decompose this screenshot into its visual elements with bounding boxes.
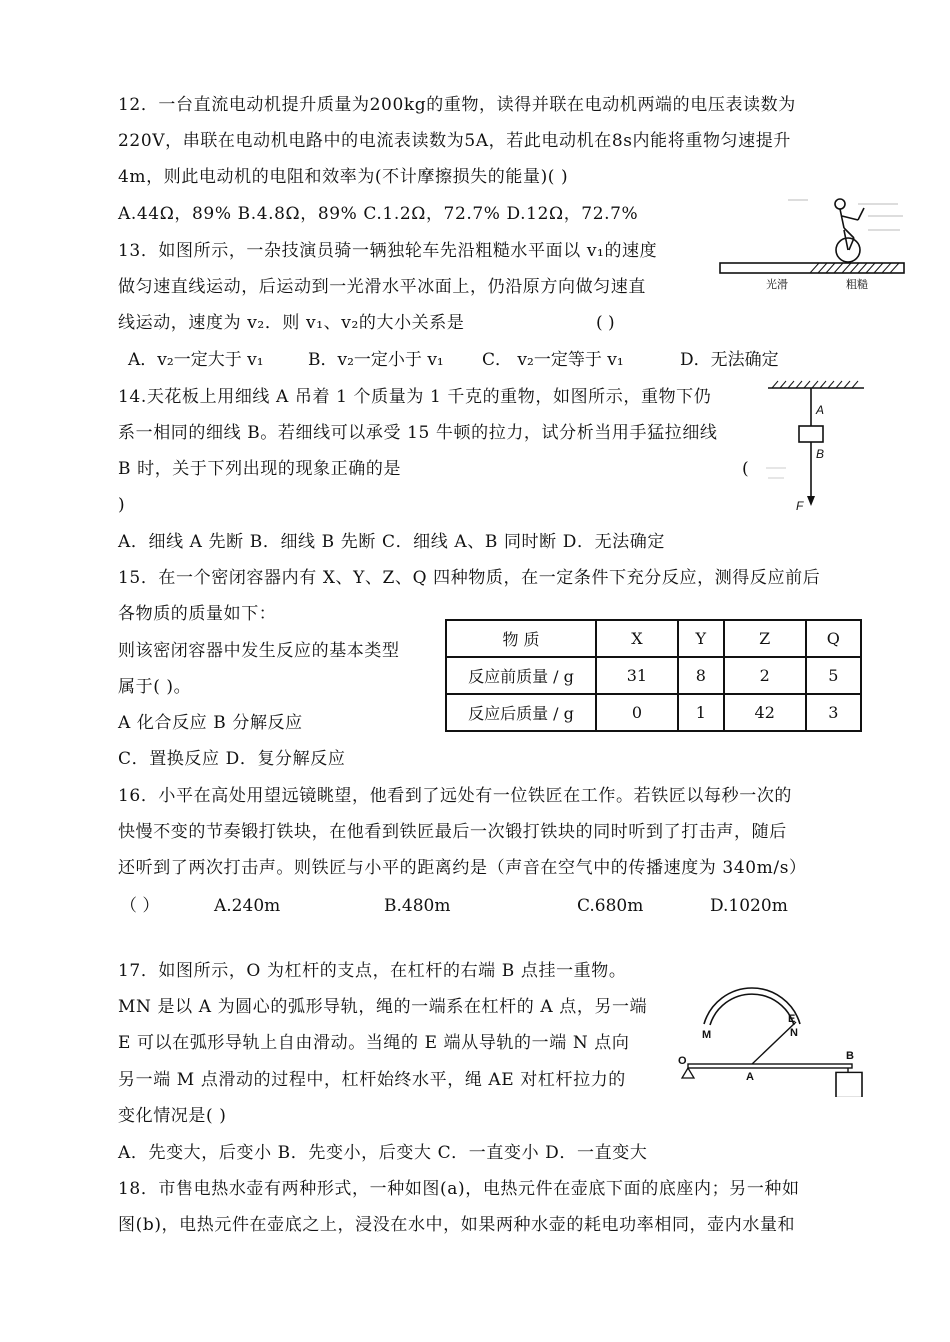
q17-line-5: 变化情况是( )	[118, 1106, 227, 1126]
q14-line-1: 14.天花板上用细线 A 吊着 1 个质量为 1 千克的重物，如图所示，重物下仍	[118, 387, 712, 407]
q13-answer-paren: ( )	[596, 313, 615, 333]
line-b-label: B	[816, 447, 825, 461]
q17-line-1: 17．如图所示，O 为杠杆的支点，在杠杆的右端 B 点挂一重物。	[118, 961, 627, 981]
q13-option-d: D．无法确定	[680, 350, 779, 370]
q12-line-2: 220V，串联在电动机电路中的电流表读数为5A，若此电动机在8s内能将重物匀速提升	[118, 131, 791, 151]
table-cell: 2	[724, 657, 806, 694]
table-cell: 5	[806, 657, 861, 694]
q15-line-4: 属于( )。	[118, 677, 192, 697]
q14-line-2: 系一相同的细线 B。若细线可以承受 15 牛顿的拉力，试分析当用手猛拉细线	[118, 423, 718, 443]
point-e-label: E	[788, 1013, 796, 1025]
q13-option-a: A．v₂一定大于 v₁	[128, 350, 264, 370]
q16-option-b: B.480m	[384, 896, 451, 916]
table-cell: 1	[678, 694, 724, 731]
point-m-label: M	[702, 1029, 712, 1041]
table-header-cell: X	[596, 620, 678, 657]
table-header-row	[446, 620, 861, 657]
q16-option-c: C.680m	[577, 896, 644, 916]
table-cell: 8	[678, 657, 724, 694]
q14-line-3: B 时，关于下列出现的现象正确的是	[118, 459, 402, 479]
q17-line-4: 另一端 M 点滑动的过程中，杠杆始终水平，绳 AE 对杠杆拉力的	[118, 1070, 626, 1090]
q16-answer-paren: （ ）	[120, 896, 160, 916]
q18-line-2: 图(b)，电热元件在壶底之上，浸没在水中，如果两种水壶的耗电功率相同，壶内水量和	[118, 1215, 796, 1235]
mass-table	[445, 619, 862, 732]
q13-option-c: C． v₂一定等于 v₁	[482, 350, 624, 370]
table-row	[446, 694, 861, 731]
q14-answer-paren-close: )	[118, 495, 125, 515]
q12-line-3: 4m，则此电动机的电阻和效率为(不计摩擦损失的能量)( )	[118, 167, 569, 187]
q16-option-a: A.240m	[214, 896, 281, 916]
q15-line-2: 各物质的质量如下：	[118, 604, 277, 624]
rough-surface-label: 粗糙	[846, 279, 868, 291]
q15-line-1: 15．在一个密闭容器内有 X、Y、Z、Q 四种物质，在一定条件下充分反应，测得反应前后	[118, 568, 821, 588]
force-f-label: F	[796, 499, 804, 513]
unicycle-figure	[718, 190, 908, 300]
q16-line-1: 16．小平在高处用望远镜眺望，他看到了远处有一位铁匠在工作。若铁匠以每秒一次的	[118, 786, 793, 806]
q17-line-3: E 可以在弧形导轨上自由滑动。当绳的 E 端从导轨的一端 N 点向	[118, 1033, 630, 1053]
q13-line-2: 做匀速直线运动，后运动到一光滑水平冰面上，仍沿原方向做匀速直	[118, 277, 646, 297]
point-a-label: A	[746, 1071, 754, 1083]
line-a-label: A	[816, 403, 825, 417]
lever-figure	[676, 952, 872, 1097]
q16-option-d: D.1020m	[710, 896, 788, 916]
table-cell: 反应后质量 / g	[446, 694, 596, 731]
q13-line-1: 13．如图所示，一杂技演员骑一辆独轮车先沿粗糙水平面以 v₁的速度	[118, 241, 658, 261]
q13-line-3: 线运动，速度为 v₂．则 v₁、v₂的大小关系是	[118, 313, 465, 333]
q14-options: A．细线 A 先断 B．细线 B 先断 C．细线 A、B 同时断 D．无法确定	[118, 532, 665, 552]
table-cell: 3	[806, 694, 861, 731]
q17-options: A．先变大，后变小 B．先变小，后变大 C．一直变小 D．一直变大	[118, 1143, 648, 1163]
q12-options: A.44Ω，89% B.4.8Ω，89% C.1.2Ω，72.7% D.12Ω，72.7%	[118, 204, 639, 224]
smooth-surface-label: 光滑	[766, 279, 788, 291]
table-cell: 0	[596, 694, 678, 731]
q18-line-1: 18．市售电热水壶有两种形式，一种如图(a)，电热元件在壶底下面的底座内；另一种如	[118, 1179, 800, 1199]
hanging-mass-figure	[766, 378, 866, 518]
q17-line-2: MN 是以 A 为圆心的弧形导轨，绳的一端系在杠杆的 A 点，另一端	[118, 997, 648, 1017]
table-cell: 反应前质量 / g	[446, 657, 596, 694]
table-header-cell: Z	[724, 620, 806, 657]
fulcrum-o-label: O	[678, 1055, 687, 1067]
q14-answer-paren-open: (	[742, 459, 749, 479]
point-b-label: B	[846, 1050, 854, 1062]
table-cell: 31	[596, 657, 678, 694]
q12-line-1: 12．一台直流电动机提升质量为200kg的重物，读得并联在电动机两端的电压表读数为	[118, 95, 796, 115]
table-header-cell: Q	[806, 620, 861, 657]
q13-option-b: B．v₂一定小于 v₁	[308, 350, 444, 370]
table-header-cell: 物 质	[446, 620, 596, 657]
q15-line-3: 则该密闭容器中发生反应的基本类型	[118, 641, 400, 661]
q15-option-cd: C．置换反应 D．复分解反应	[118, 749, 346, 769]
q16-line-3: 还听到了两次打击声。则铁匠与小平的距离约是（声音在空气中的传播速度为 340m/s）	[118, 858, 807, 878]
q16-line-2: 快慢不变的节奏锻打铁块，在他看到铁匠最后一次锻打铁块的同时听到了打击声，随后	[118, 822, 787, 842]
point-n-label: N	[790, 1027, 798, 1039]
table-row	[446, 657, 861, 694]
table-cell: 42	[724, 694, 806, 731]
q15-option-ab: A 化合反应 B 分解反应	[118, 713, 303, 733]
table-header-cell: Y	[678, 620, 724, 657]
